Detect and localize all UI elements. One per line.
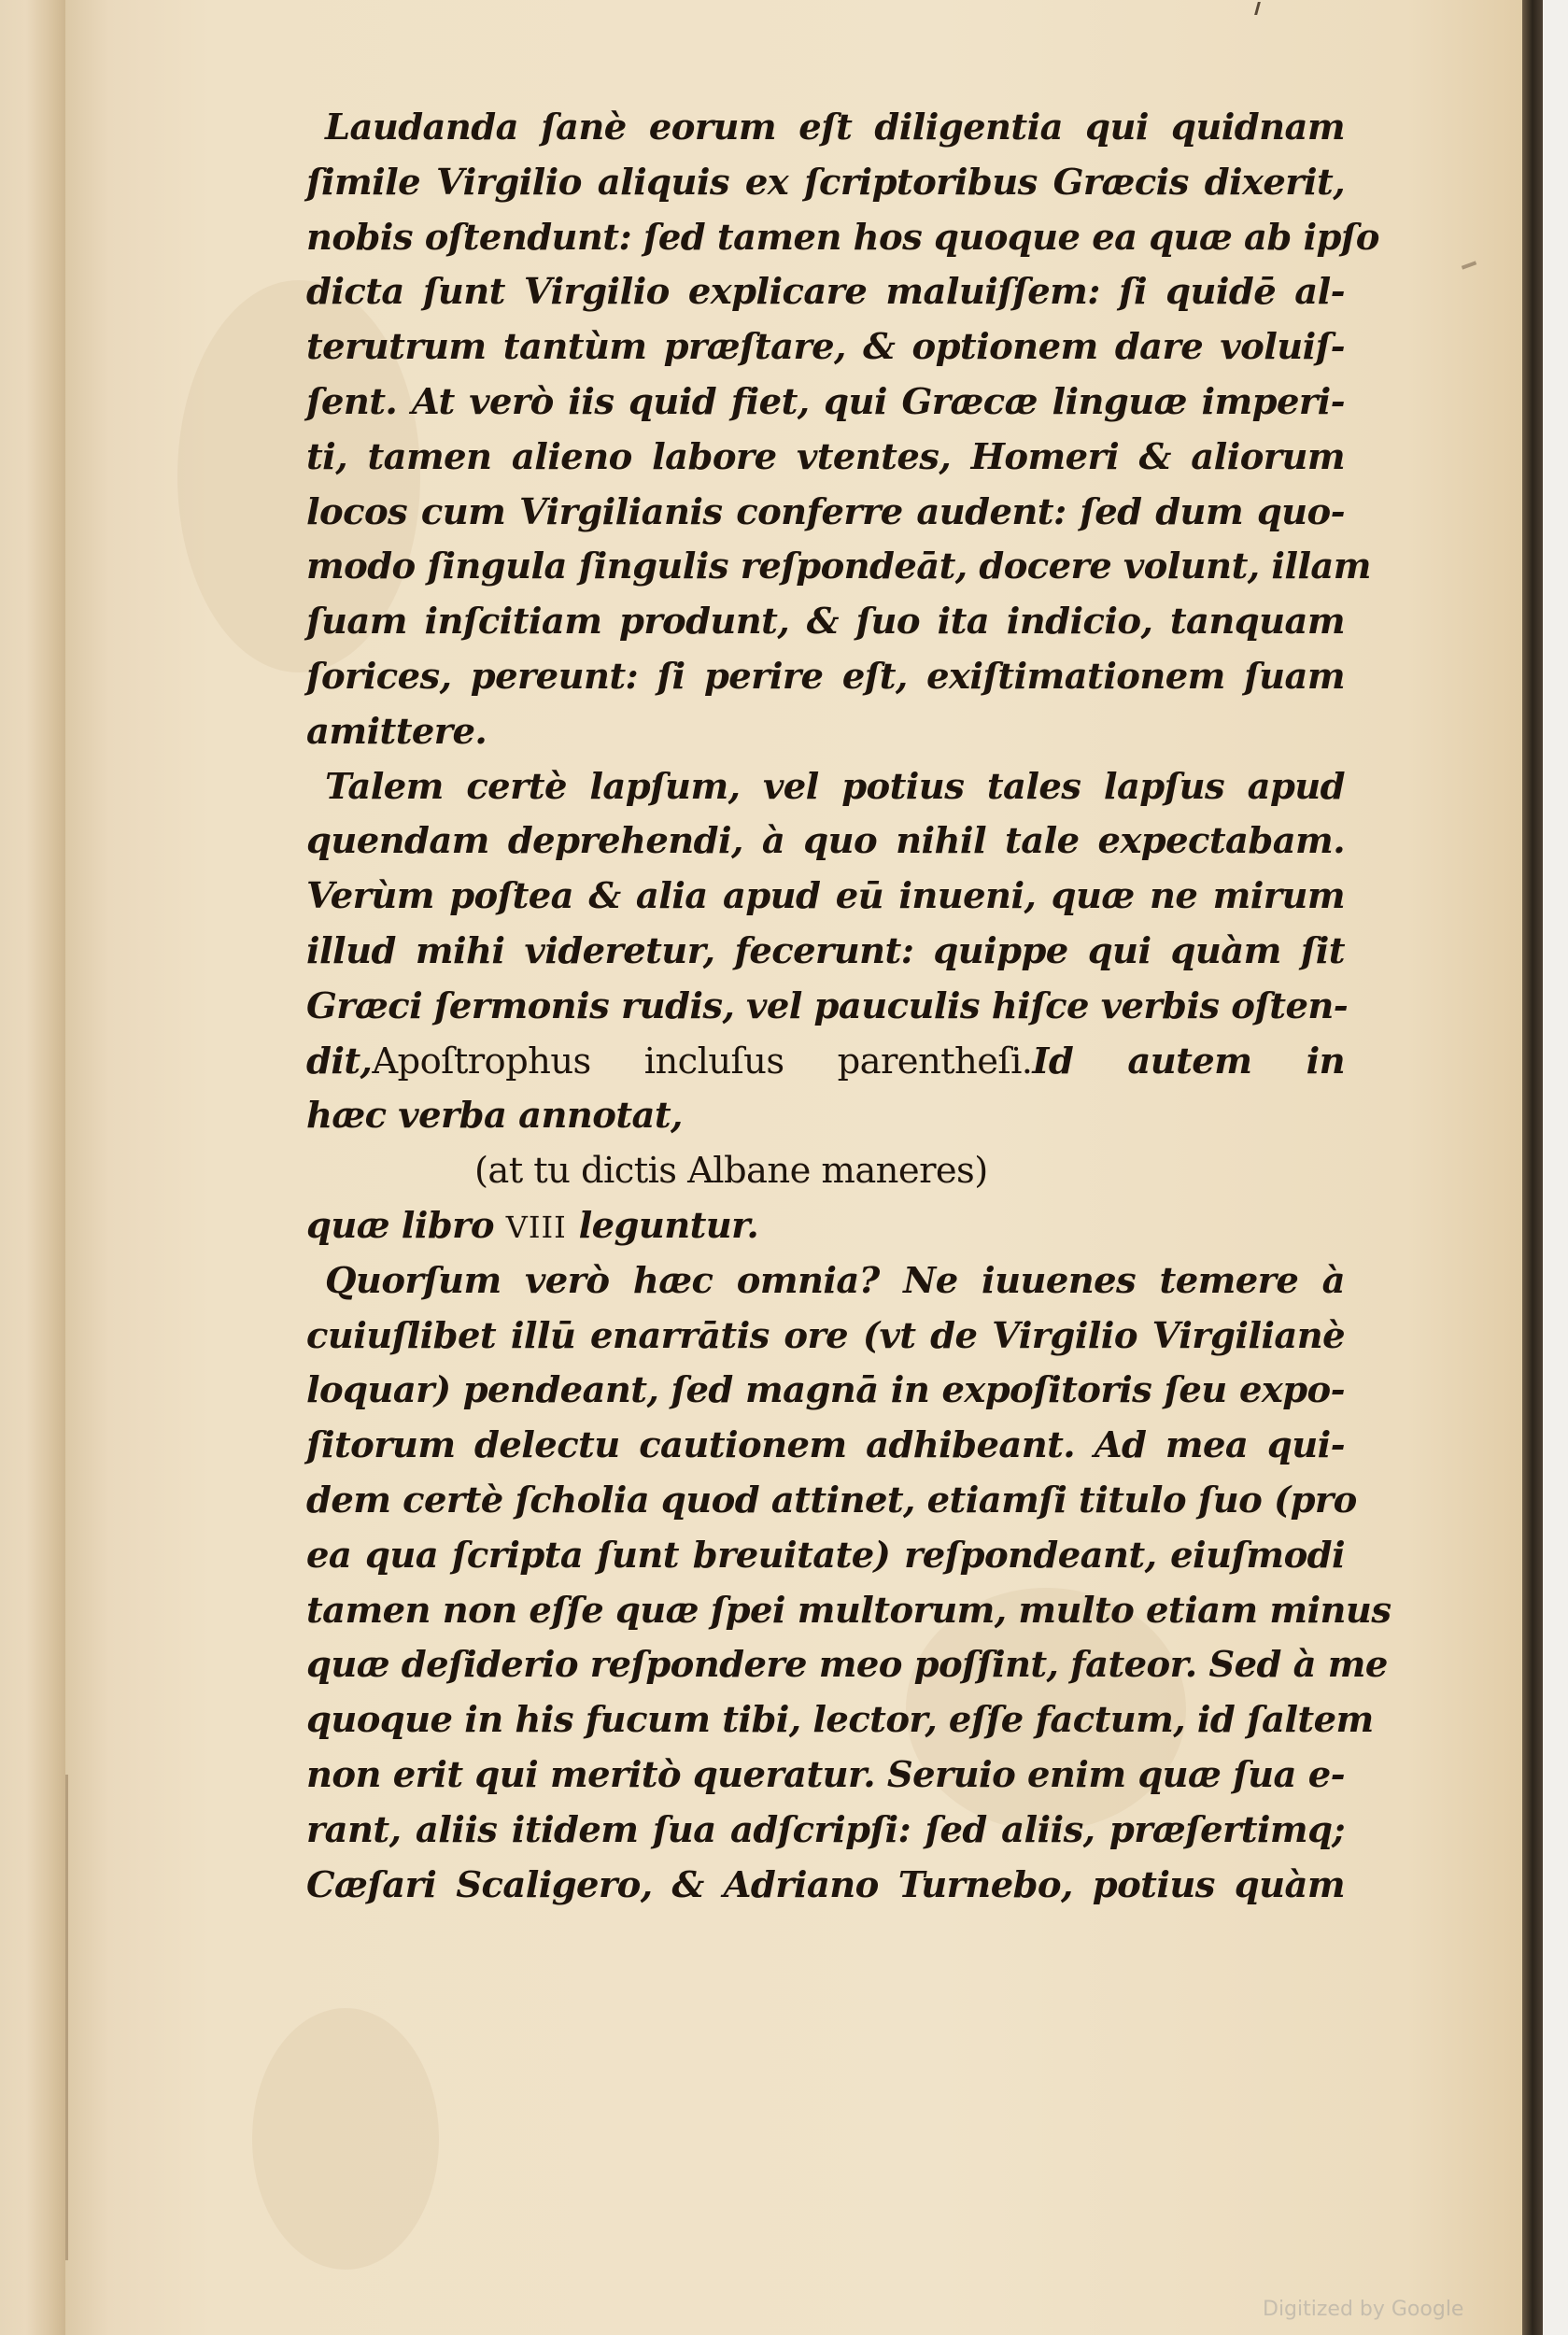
text-line: hæc verba annotat,: [306, 1095, 683, 1138]
text-line: ti, tamen alieno labore vtentes, Homeri & aliorum: [306, 435, 1345, 478]
text-line: terutrum tantùm præſtare, & optionem dare voluiſ-: [306, 326, 1345, 369]
text-line: ea qua ſcripta ſunt breuitate) reſpondeant, eiuſmodi: [306, 1534, 1345, 1577]
text-line: tamen non eſſe quæ ſpei multorum, multo etiam minus: [306, 1589, 1391, 1632]
text-line: rant, aliis itidem ſua adſcripſi: ſed aliis, præſertimq;: [306, 1808, 1345, 1851]
italic-fragment: quæ libro: [306, 1204, 494, 1247]
text-line: amittere.: [306, 710, 487, 753]
text-line: illud mihi videretur, fecerunt: quippe qui quàm ſit: [306, 929, 1345, 972]
text-line: non erit qui meritò queratur. Seruio enim quæ ſua e-: [306, 1753, 1345, 1796]
text-line: Cæſari Scaligero, & Adriano Turnebo, potius quàm: [306, 1863, 1345, 1906]
quoted-verse: (at tu dictis Albane maneres): [474, 1150, 988, 1193]
text-line: nobis oſtendunt: ſed tamen hos quoque ea quæ ab ipſo: [306, 216, 1379, 259]
text-line: Quorſum verò hæc omnia? Ne iuuenes temere à: [325, 1259, 1345, 1302]
italic-fragment: leguntur.: [578, 1204, 759, 1247]
text-line: ſitorum delectu cautionem adhibeant. Ad mea qui-: [306, 1424, 1345, 1467]
text-line: modo ſingula ſingulis reſpondeāt, docere volunt, illam: [306, 545, 1371, 588]
text-line: Græci ſermonis rudis, vel pauculis hiſce verbis oſten-: [306, 984, 1349, 1027]
text-line: ſent. At verò iis quid fiet, qui Græcæ linguæ imperi-: [306, 380, 1345, 423]
page-text-block: [306, 101, 1391, 1913]
italic-fragment: Id autem in: [1032, 1040, 1345, 1083]
text-line: Verùm poſtea & alia apud eū inueni, quæ ne mirum: [306, 875, 1345, 918]
text-line-mixed: [306, 1035, 1345, 1090]
digitization-watermark: Digitized by Google: [1263, 2298, 1464, 2321]
text-line: ſimile Virgilio aliquis ex ſcriptoribus Græcis dixerit,: [306, 161, 1345, 204]
text-line: quendam deprehendi, à quo nihil tale expectabam.: [306, 820, 1345, 863]
text-line: locos cum Virgilianis conferre audent: ſed dum quo-: [306, 490, 1345, 533]
book-numeral: VIII: [505, 1209, 567, 1245]
text-line: Talem certè lapſum, vel potius tales lapſus apud: [325, 765, 1345, 808]
text-line: cuiuſlibet illū enarrātis ore (vt de Virgilio Virgilianè: [306, 1314, 1345, 1357]
text-line-mixed: [306, 1199, 1345, 1254]
roman-fragment: Apoſtrophus incluſus parentheſi.: [372, 1040, 1033, 1083]
text-line: loquar) pendeant, ſed magnā in expoſitoris ſeu expo-: [306, 1369, 1345, 1412]
text-line: ſorices, pereunt: ſi perire eſt, exiſtimationem ſuam: [306, 655, 1345, 698]
text-line: dem certè ſcholia quod attinet, etiamſi titulo ſuo (pro: [306, 1479, 1357, 1521]
text-line: quoque in his fucum tibi, lector, eſſe factum, id ſaltem: [306, 1699, 1374, 1742]
left-page-edge: [0, 0, 65, 2335]
text-line: dicta ſunt Virgilio explicare maluiſſem: ſi quidē al-: [306, 271, 1345, 314]
scan-background: [1543, 0, 1568, 2335]
margin-mark: [65, 1775, 68, 2260]
italic-fragment: dit,: [306, 1040, 373, 1083]
text-line: Laudanda ſanè eorum eſt diligentia qui quidnam: [325, 106, 1345, 149]
text-line: ſuam inſcitiam produnt, & ſuo ita indicio, tanquam: [306, 601, 1345, 644]
text-line: quæ deſiderio reſpondere meo poſſint, fateor. Sed à me: [306, 1644, 1388, 1687]
book-binding: [1522, 0, 1543, 2335]
